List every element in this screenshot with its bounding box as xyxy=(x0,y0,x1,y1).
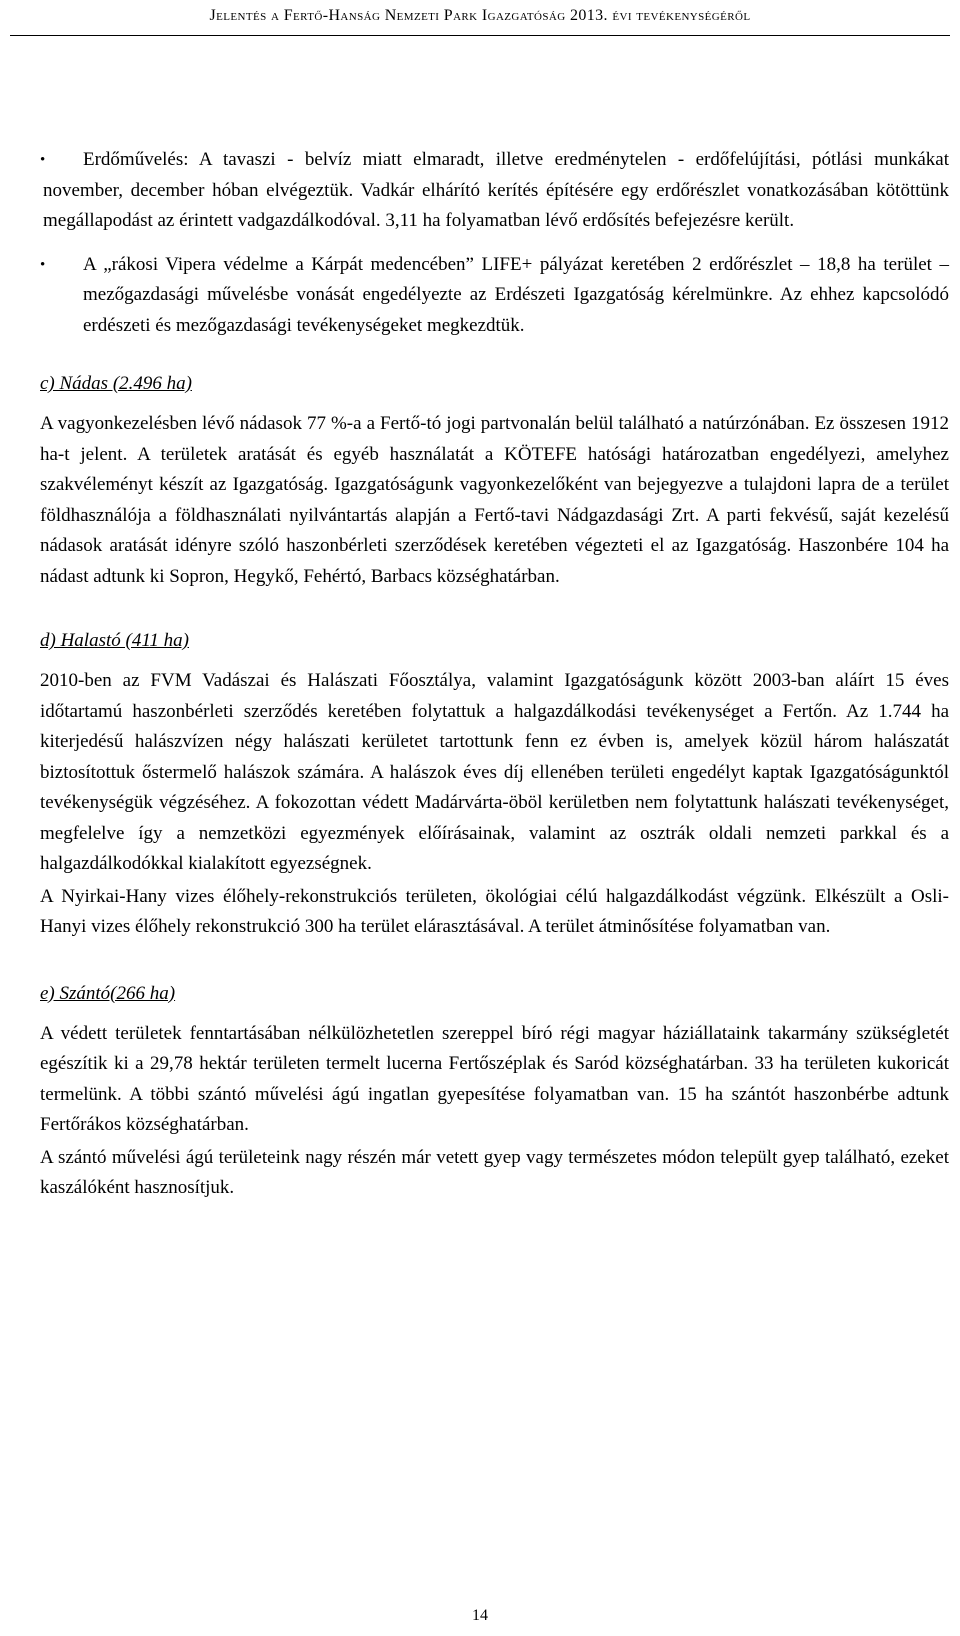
running-header: Jelentés a Fertő-Hanság Nemzeti Park Igazgatóság 2013. évi tevékenységéről xyxy=(209,7,751,24)
header-divider xyxy=(10,35,950,36)
bullet-text: Erdőművelés: A tavaszi - belvíz miatt elmaradt, illetve eredménytelen - erdőfelújítási, pótlási munkákat november, december hóban elvégeztük. Vadkár elhárító kerítés építésére egy erdőrészlet vonatkozásában kötöttünk megállapodást az érintett vadgazdálkodóval. 3,11 ha folyamatban lévő erdősítés befejezésre került. xyxy=(43,149,949,231)
paragraph: A szántó művelési ágú területeink nagy részén már vetett gyep vagy természetes módon települt gyep található, ezeket kaszálóként hasznosítjuk. xyxy=(40,1146,949,1198)
page-number: 14 xyxy=(472,1607,488,1624)
paragraph: A Nyirkai-Hany vizes élőhely-rekonstrukciós területen, ökológiai célú halgazdálkodást végzünk. Elkészült a Osli-Hanyi vizes élőhely rekonstrukció 300 ha terület elárasztásával. A terület átminősítése folyamatban van. xyxy=(40,885,949,937)
paragraph: A védett területek fenntartásában nélkülözhetetlen szereppel bíró régi magyar háziállataink takarmány szükségletét egészítik ki a 29,78 hektár területen termelt lucerna Fertőszéplak és Saród községhatárban. 33 ha területen kukoricát termelünk. A többi szántó művelési ágú ingatlan gyepesítése folyamatban van. 15 ha szántót haszonbérbe adtunk Fertőrákos községhatárban. xyxy=(40,1022,949,1135)
paragraph: A vagyonkezelésben lévő nádasok 77 %-a a Fertő-tó jogi partvonalán belül található a natúrzónában. Ez összesen 1912 ha-t jelent. A területek aratását és egyéb használatát a KÖTEFE hatósági határozatban engedélyezi, amelyhez szakvéleményt készít az Igazgatóság. Igazgatóságunk vagyonkezelőként van bejegyezve a tulajdoni lapra de a terület földhasználója a földhasználati nyilvántartás alapján a Fertő-tavi Nádgazdasági Zrt. A parti fekvésű, saját kezelésű nádasok aratását idényre szóló haszonbérleti szerződések keretében végezteti el az Igazgatóság. Haszonbére 104 ha nádast adtunk ki Sopron, Hegykő, Fehértó, Barbacs községhatárban. xyxy=(40,413,949,587)
list-item xyxy=(40,250,949,342)
bullet-icon: • xyxy=(40,256,46,273)
paragraph: 2010-ben az FVM Vadászai és Halászati Főosztálya, valamint Igazgatóságunk között 2003-ban aláírt 15 éves időtartamú haszonbérleti szerződés keretében folytattuk a halgazdálkodási tevékenységet a Fertőn. Az 1.744 ha kiterjedésű halászvízen négy halászati kerületet tartottunk fenn ez évben is, amelyek közül három halászatát biztosítottuk őstermelő halászok számára. A halászok éves díj ellenében területi engedélyt kaptak Igazgatóságunktól tevékenységük végzéséhez. A fokozottan védett Madárvárta-öböl kerületben nem folytattunk halászati tevékenységet, megfelelve így a nemzetközi egyezmények előírásainak, valamint az osztrák oldali nemzeti parkkal és a halgazdálkodókkal kialakított egyezségnek. xyxy=(40,670,949,874)
bullet-list xyxy=(40,145,949,341)
section-title-szanto: e) Szántó(266 ha) xyxy=(40,982,176,1004)
section-title-nadas: c) Nádas (2.496 ha) xyxy=(40,373,192,394)
page-content xyxy=(40,145,949,1204)
bullet-text: A „rákosi Vipera védelme a Kárpát medencében” LIFE+ pályázat keretében 2 erdőrészlet – 18,8 ha terület – mezőgazdasági művelésbe vonását engedélyezte az Erdészeti Igazgatóság kérelmünkre. Az ehhez kapcsolódó erdészeti és mezőgazdasági tevékenységeket megkezdtük. xyxy=(83,253,949,336)
list-item xyxy=(40,145,949,237)
bullet-icon: • xyxy=(40,152,46,168)
section-title-halasto: d) Halastó (411 ha) xyxy=(40,630,189,651)
